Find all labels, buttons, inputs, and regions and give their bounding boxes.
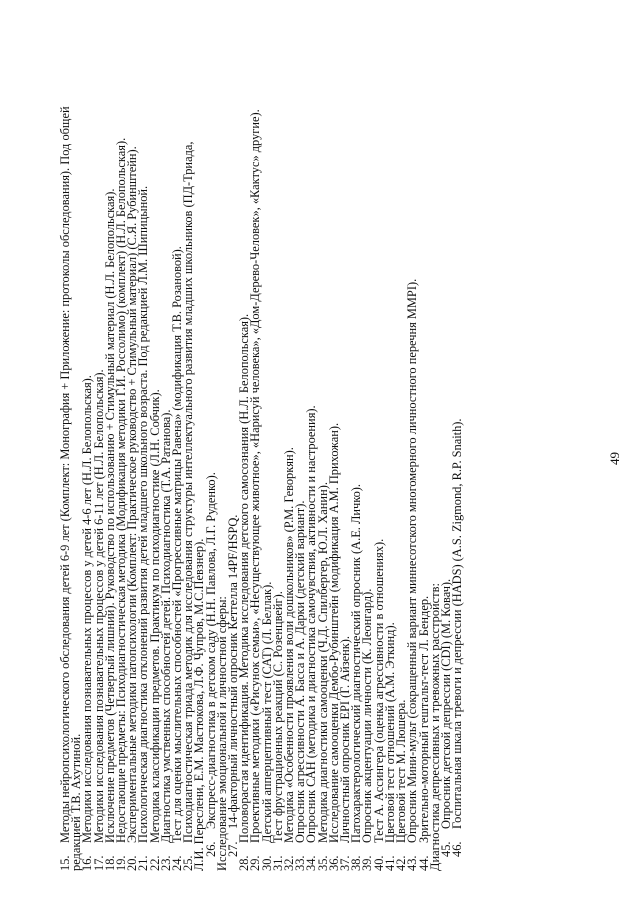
list-item-text: Опросник детской депрессии (CDI) (М. Ковач).: [438, 578, 453, 829]
list-item-number: 44.: [416, 855, 431, 871]
list-item-text: Проективные методики («Рисунок семьи», «Несуществующее животное», «Нарисуй человека», «Дом-Дерево-Человек», «Кактус» другие).: [248, 109, 263, 843]
list-item-number: 24.: [170, 855, 185, 871]
list-item-number: 32.: [282, 855, 297, 871]
list-item-text: Патохарактерологический диагностический опросник (А.Е. Личко).: [349, 483, 364, 843]
list-item-text: Исключение предметов (Четвертый лишний). Руководство по использованию + Стимульный материал (Н.Л. Белопольская).: [102, 188, 117, 843]
list-item-number: 38.: [349, 855, 364, 871]
list-item-text: Тест для оценки мыслительных способностей «Прогрессивные матрицы Равена» (модификация Т.В. Розановой).: [170, 246, 185, 843]
list-item-number: 37.: [338, 855, 353, 871]
list-item-number: 27.: [226, 841, 241, 857]
list-item-text: Исследование самооценки Дембо-Рубинштейн (модификация А.М. Прихожан).: [326, 422, 341, 843]
list-item-text: Экспресс-диагностика в детском саду (Н.Н. Павлова, Л.Г. Руденко).: [203, 472, 218, 829]
method-list: [60, 21, 463, 871]
list-item-text: Методики исследования познавательных процессов у детей 6-11 лет (Н.Л. Белопольская).: [91, 369, 106, 843]
list-item-number: 40.: [371, 855, 386, 871]
list-item-text: Тест фрустрационных реакций (С. Розенцвейг).: [270, 591, 285, 843]
list-item-text: Методика «Особенности проявления воли дошкольников» (Р.М. Геворкян).: [282, 447, 297, 843]
list-item-text: Психологическая диагностика отклонений развития детей младшего школьного возраста. Под редакцией Л.М. Шипицыной.: [136, 185, 151, 843]
list-item-number: 46.: [450, 841, 465, 857]
list-item-number: 35.: [315, 855, 330, 871]
list-item-text: Диагностика умственных способностей детей. Психодиагностика (Т.А. Ратанова).: [158, 409, 173, 843]
list-item-text: Опросник САН (методика и диагностика самочувствия, активности и настроения).: [304, 405, 319, 843]
list-item-text: Половорастая идентификация. Методика исследования детского самосознания (Н.Л. Белопольская).: [237, 313, 252, 843]
list-item-text: Опросник агрессивности А. Басса и А. Дарки (детский вариант).: [293, 500, 308, 843]
list-item-number: 39.: [360, 855, 375, 871]
list-item-text: 14-факторный личностный опросник Кеттелла 14PF/HSPQ.: [226, 514, 241, 829]
list-item-number: 42.: [394, 855, 409, 871]
list-item-number: 19.: [114, 855, 129, 871]
list-item-number: 22.: [147, 855, 162, 871]
list-item-number: 30.: [259, 855, 274, 871]
list-item-number: 41.: [382, 855, 397, 871]
page-number: 49: [607, 452, 622, 465]
list-item-text: Зрительно-моторный гештальт-тест Л. Бендер.: [416, 595, 431, 843]
list-item-text: Опросник акцентуации личности (К. Леонгард).: [360, 588, 375, 843]
list-item: [452, 21, 463, 871]
list-item-text: Методика классификации предметов. Практикум по психодиагностике (Л.Н. Собчик).: [147, 389, 162, 843]
list-item-text: Недостающие предметы: Психодиагностическая методика (Модификация методики Г.И. Россолимо) (комплект) (Н.Л. Белопольская).: [114, 137, 129, 843]
list-item-text: редакцией Т.В. Ахутиной.: [69, 733, 84, 871]
list-item-number: 29.: [248, 855, 263, 871]
list-item-number: 20.: [125, 855, 140, 871]
section-heading-text: Исследование эмоциональной и личностной сферы:: [214, 596, 229, 871]
list-item-text: Л.И. Переслени, Е.М. Мастюкова, Л.Ф. Чупров, М.С.Певзнер).: [192, 538, 207, 871]
list-item-number: 18.: [102, 855, 117, 871]
list-item-number: 31.: [270, 855, 285, 871]
list-item-text: Методика диагностики самооценки (Ч.Д. Спилбергер, Ю.Л. Ханин).: [315, 482, 330, 843]
list-item-number: 43.: [405, 855, 420, 871]
list-item-text: Цветовой тест отношений (А.М. Эткинд).: [382, 622, 397, 843]
list-item-text: Методики исследования познавательных процессов у детей 4-6 лет (Н.Л. Белопольская).: [80, 375, 95, 843]
list-item-text: Цветовой тест М. Люшера.: [394, 699, 409, 843]
list-item-number: 25.: [181, 855, 196, 871]
list-item-number: 26.: [203, 841, 218, 857]
list-item-text: Экспериментальные методики патопсихологии (Комплект: Практическое руководство + Стимульный материал) (С.Я. Рубинштейн).: [125, 146, 140, 843]
list-item-number: 23.: [158, 855, 173, 871]
list-item-text: Опросник Мини-мульт (сокращенный вариант миннесотского многомерного личностного перечня ММРІ).: [405, 278, 420, 843]
list-item-text: Психодиагностическая триада методик для исследования структуры интеллектуального развития младших школьников (ПД-Триада,: [181, 141, 196, 843]
list-item-text: Госпитальная шкала тревоги и депрессии (HADS) (A.S. Zigmond, R.P. Snaith).: [450, 418, 465, 829]
section-heading-text: Диагностика депрессивных и тревожных расстройств:: [427, 583, 442, 871]
list-item-text: Методы нейропсихологического обследования детей 6-9 лет (Комплект: Монография + Приложение: протоколы обследования). Под общей: [58, 106, 72, 843]
list-item-number: 17.: [91, 855, 106, 871]
list-item-text: Личностный опросник EPI (Г. Айзенк).: [338, 635, 353, 843]
list-item-number: 28.: [237, 855, 252, 871]
list-item-number: 45.: [438, 841, 453, 857]
list-item-number: 16.: [80, 855, 95, 871]
list-item-number: 36.: [326, 855, 341, 871]
list-item-number: 34.: [304, 855, 319, 871]
list-item-number: 21.: [136, 855, 151, 871]
list-item-text: Детский апперцептивный тест (САТ) (Л. Беллак).: [259, 581, 274, 843]
list-item-number: 33.: [293, 855, 308, 871]
list-item-text: Тест А. Ассингера (оценка агрессивности в отношениях).: [371, 538, 386, 843]
list-item-number: 15.: [58, 855, 72, 871]
